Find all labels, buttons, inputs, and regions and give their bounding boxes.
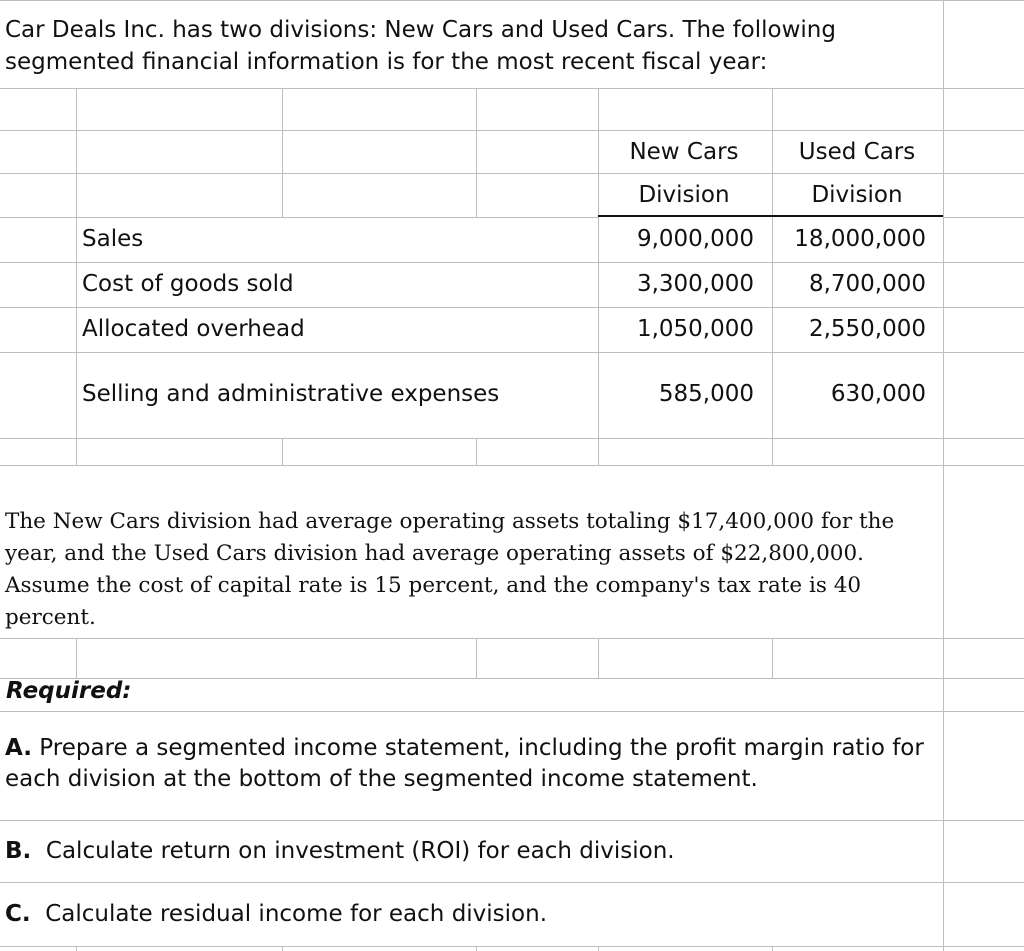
required-heading: Required: [6, 678, 132, 704]
cell-sales-used: 18,000,000 [794, 226, 926, 252]
question-a-text: Prepare a segmented income statement, including the profit margin ratio for each division at the bottom of the segmented income statement. [5, 735, 924, 792]
question-c [5, 899, 925, 930]
row-label-sales: Sales [82, 226, 144, 252]
cell-sales-new: 9,000,000 [636, 226, 754, 252]
header-used-division: Division [811, 182, 903, 208]
header-used-cars: Used Cars [798, 139, 916, 165]
question-a-letter: A. [5, 735, 32, 761]
header-new-cars: New Cars [629, 139, 739, 165]
row-label-cogs: Cost of goods sold [82, 271, 294, 297]
header-underline [598, 215, 943, 217]
question-b [5, 836, 925, 867]
header-new-division: Division [638, 182, 730, 208]
cell-overhead-new: 1,050,000 [636, 316, 754, 342]
question-a [5, 733, 925, 795]
row-label-overhead: Allocated overhead [82, 316, 305, 342]
assets-paragraph: The New Cars division had average operating assets totaling $17,400,000 for the year, and the Used Cars division had average operating assets of $22,800,000. Assume the cost of capital rate is 15 percent, and the company's tax rate is 40 percent. [5, 509, 895, 630]
question-c-text: Calculate residual income for each division. [30, 901, 548, 927]
intro-text: Car Deals Inc. has two divisions: New Cars and Used Cars. The following segmented financial information is for the most recent fiscal year: [5, 17, 836, 75]
question-c-letter: C. [5, 901, 31, 927]
row-label-selling-admin: Selling and administrative expenses [82, 381, 500, 407]
question-b-letter: B. [5, 838, 32, 864]
question-b-text: Calculate return on investment (ROI) for each division. [31, 838, 675, 864]
cell-selling-admin-used: 630,000 [830, 381, 926, 407]
cell-selling-admin-new: 585,000 [658, 381, 754, 407]
cell-cogs-used: 8,700,000 [808, 271, 926, 297]
cell-overhead-used: 2,550,000 [808, 316, 926, 342]
cell-cogs-new: 3,300,000 [636, 271, 754, 297]
